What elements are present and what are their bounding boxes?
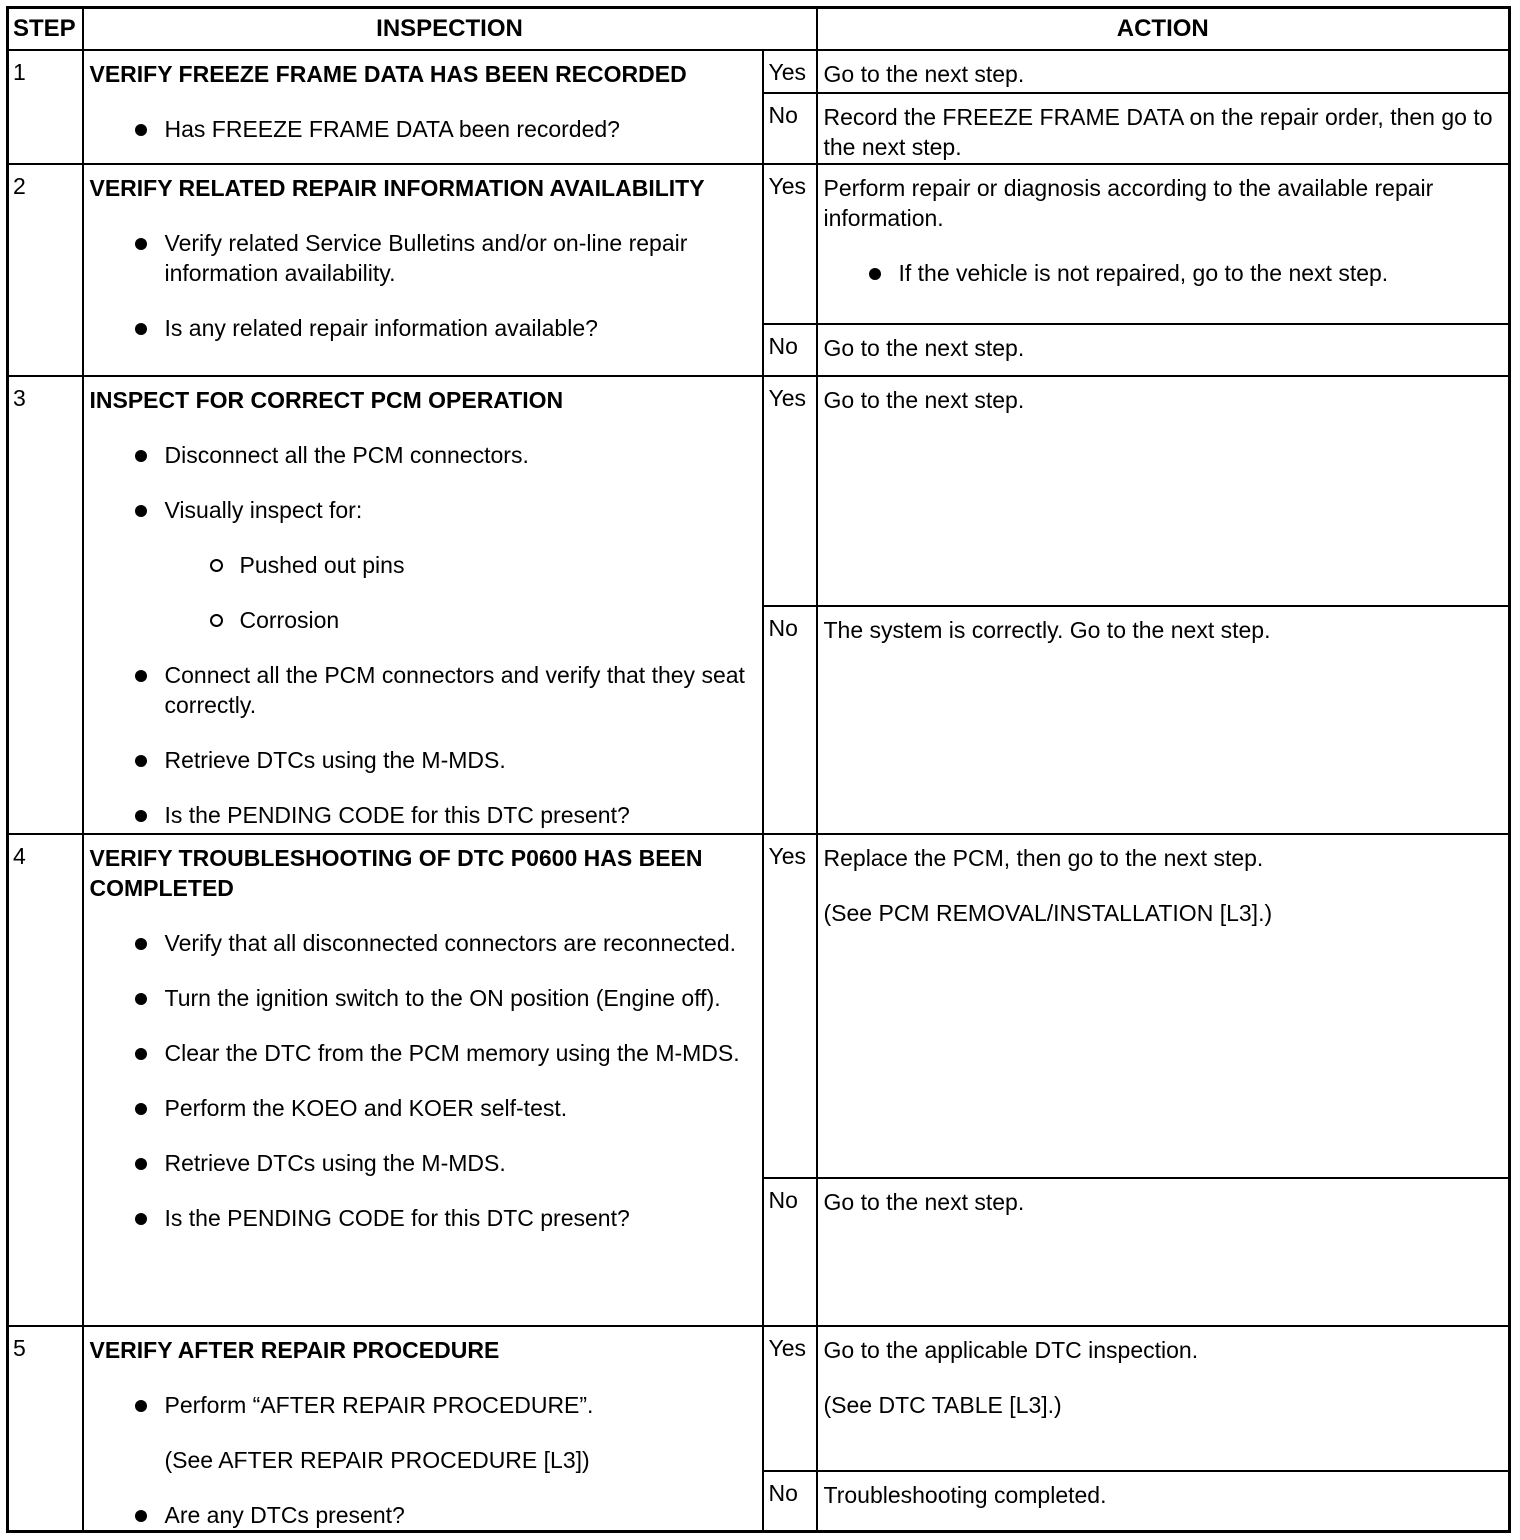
troubleshooting-table (6, 6, 1511, 1533)
bullet-icon (135, 1400, 147, 1412)
bullet-item: Perform the KOEO and KOER self-test. (90, 1093, 756, 1123)
bullet-item: Turn the ignition switch to the ON position (Engine off). (90, 983, 756, 1013)
yes-action: Go to the next step. (817, 50, 1510, 93)
bullet-item: Visually inspect for: (90, 495, 756, 525)
inspection-cell (83, 164, 763, 376)
bullet-item: Is the PENDING CODE for this DTC present? (90, 800, 756, 830)
yes-label: Yes (763, 834, 817, 1178)
no-label: No (763, 324, 817, 376)
step-number: 4 (8, 834, 83, 1326)
step-title: VERIFY RELATED REPAIR INFORMATION AVAILABILITY (89, 175, 705, 201)
no-label: No (763, 606, 817, 834)
bullet-item: Are any DTCs present? (90, 1500, 756, 1530)
inspection-header: INSPECTION (83, 8, 817, 51)
bullet-icon (135, 670, 147, 682)
no-action: Troubleshooting completed. (817, 1471, 1510, 1532)
bullet-item: Retrieve DTCs using the M-MDS. (90, 1148, 756, 1178)
header-row (8, 8, 1510, 51)
step-4-yes-row (8, 834, 1510, 1178)
reference-link: (See PCM REMOVAL/INSTALLATION [L3].) (823, 900, 1273, 926)
bullet-icon (135, 1510, 147, 1522)
yes-action: Go to the next step. (817, 376, 1510, 606)
yes-label: Yes (763, 376, 817, 606)
bullet-icon (135, 1048, 147, 1060)
yes-label: Yes (763, 164, 817, 324)
step-2-yes-row (8, 164, 1510, 324)
bullet-icon (135, 505, 147, 517)
no-label: No (763, 1178, 817, 1326)
bullet-icon (135, 1103, 147, 1115)
step-number: 2 (8, 164, 83, 376)
bullet-item: Is any related repair information available? (90, 313, 756, 343)
sub-bullet-item: Corrosion (90, 605, 756, 635)
no-action: Go to the next step. (817, 1178, 1510, 1326)
bullet-item: If the vehicle is not repaired, go to the next step. (824, 258, 1501, 288)
step-title: VERIFY AFTER REPAIR PROCEDURE (89, 1337, 500, 1363)
bullet-icon (135, 755, 147, 767)
yes-action: Perform repair or diagnosis according to the available repair information. If the vehicle is not repaired, go to the next step. (817, 164, 1510, 324)
step-number: 3 (8, 376, 83, 834)
yes-label: Yes (763, 50, 817, 93)
bullet-icon (135, 993, 147, 1005)
yes-label: Yes (763, 1326, 817, 1471)
step-title: VERIFY TROUBLESHOOTING OF DTC P0600 HAS BEEN COMPLETED (89, 845, 703, 901)
no-action: Record the FREEZE FRAME DATA on the repair order, then go to the next step. (817, 93, 1510, 164)
bullet-item: Perform “AFTER REPAIR PROCEDURE”. (90, 1390, 756, 1420)
ring-bullet-icon (210, 559, 223, 572)
no-action: Go to the next step. (817, 324, 1510, 376)
no-label: No (763, 93, 817, 164)
bullet-icon (135, 238, 147, 250)
step-number: 5 (8, 1326, 83, 1532)
step-title: VERIFY FREEZE FRAME DATA HAS BEEN RECORDED (89, 61, 687, 87)
bullet-item: Verify that all disconnected connectors are reconnected. (90, 928, 756, 958)
no-action: The system is correctly. Go to the next step. (817, 606, 1510, 834)
inspection-cell (83, 1326, 763, 1532)
inspection-cell (83, 834, 763, 1326)
yes-action: Go to the applicable DTC inspection. (See DTC TABLE [L3].) (817, 1326, 1510, 1471)
step-title: INSPECT FOR CORRECT PCM OPERATION (89, 387, 564, 413)
yes-action: Replace the PCM, then go to the next step. (See PCM REMOVAL/INSTALLATION [L3].) (817, 834, 1510, 1178)
step-number: 1 (8, 50, 83, 164)
bullet-icon (869, 268, 881, 280)
sub-bullet-item: Pushed out pins (90, 550, 756, 580)
no-label: No (763, 1471, 817, 1532)
bullet-icon (135, 1158, 147, 1170)
bullet-icon (135, 124, 147, 136)
reference-link: (See DTC TABLE [L3].) (823, 1392, 1062, 1418)
ring-bullet-icon (210, 614, 223, 627)
bullet-item: Disconnect all the PCM connectors. (90, 440, 756, 470)
step-5-yes-row (8, 1326, 1510, 1471)
bullet-item: Is the PENDING CODE for this DTC present? (90, 1203, 756, 1233)
bullet-item: Connect all the PCM connectors and verify that they seat correctly. (90, 660, 756, 720)
bullet-icon (135, 810, 147, 822)
bullet-icon (135, 938, 147, 950)
reference-note: (See AFTER REPAIR PROCEDURE [L3]) (164, 1447, 590, 1473)
step-3-yes-row (8, 376, 1510, 606)
action-header: ACTION (817, 8, 1510, 51)
bullet-item: Verify related Service Bulletins and/or on-line repair information availability. (90, 228, 756, 288)
bullet-item: Clear the DTC from the PCM memory using the M-MDS. (90, 1038, 756, 1068)
bullet-icon (135, 450, 147, 462)
step-1-yes-row (8, 50, 1510, 93)
bullet-icon (135, 1213, 147, 1225)
inspection-cell (83, 376, 763, 834)
bullet-item: Has FREEZE FRAME DATA been recorded? (90, 114, 756, 144)
inspection-cell (83, 50, 763, 164)
step-header: STEP (8, 8, 83, 51)
bullet-icon (135, 323, 147, 335)
bullet-item: Retrieve DTCs using the M-MDS. (90, 745, 756, 775)
